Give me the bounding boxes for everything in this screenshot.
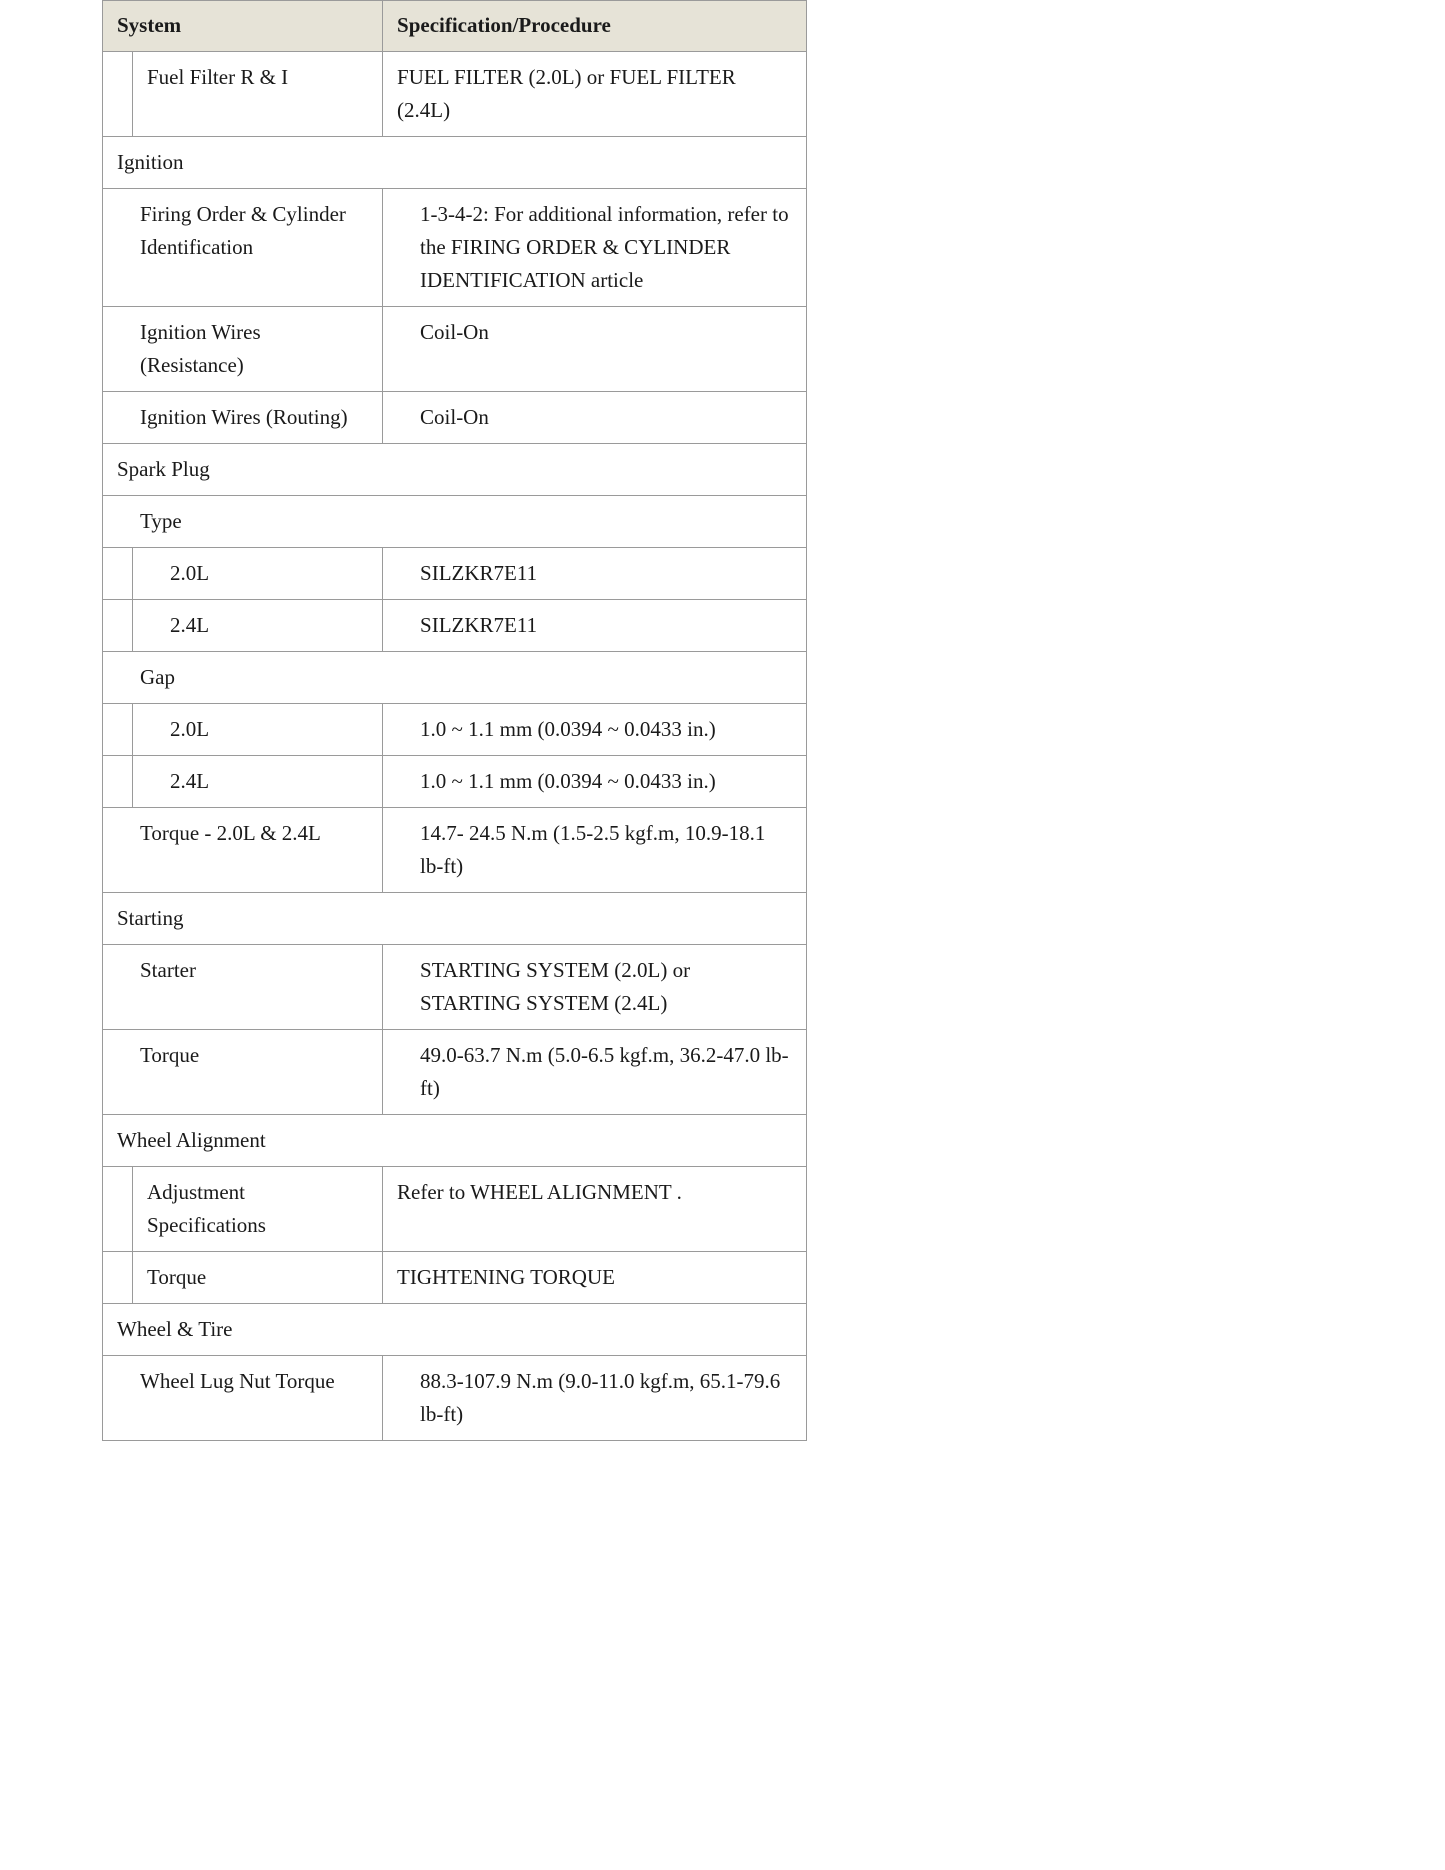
system-cell: Starter [103, 945, 383, 1030]
spec-cell: TIGHTENING TORQUE [383, 1252, 807, 1304]
system-cell: 2.4L [133, 756, 383, 808]
spec-cell: 1.0 ~ 1.1 mm (0.0394 ~ 0.0433 in.) [383, 704, 807, 756]
table-row [103, 392, 807, 444]
system-cell: Wheel Lug Nut Torque [103, 1356, 383, 1441]
table-row [103, 1030, 807, 1115]
indent-cell [103, 1252, 133, 1304]
system-cell: Torque [103, 1030, 383, 1115]
spec-cell: 49.0-63.7 N.m (5.0-6.5 kgf.m, 36.2-47.0 lb-ft) [383, 1030, 807, 1115]
subsection-row [103, 652, 807, 704]
section-row [103, 1304, 807, 1356]
table-row [103, 52, 807, 137]
spec-cell: 88.3-107.9 N.m (9.0-11.0 kgf.m, 65.1-79.6 lb-ft) [383, 1356, 807, 1441]
table-row [103, 1252, 807, 1304]
system-cell: Fuel Filter R & I [133, 52, 383, 137]
specification-table [102, 0, 807, 1441]
system-cell: 2.4L [133, 600, 383, 652]
table-row [103, 756, 807, 808]
section-heading-starting: Starting [103, 893, 807, 945]
section-heading-spark-plug: Spark Plug [103, 444, 807, 496]
spec-cell: Refer to WHEEL ALIGNMENT . [383, 1167, 807, 1252]
indent-cell [103, 756, 133, 808]
table-row [103, 600, 807, 652]
spec-cell: SILZKR7E11 [383, 600, 807, 652]
section-row [103, 1115, 807, 1167]
section-row [103, 893, 807, 945]
system-cell: Ignition Wires (Resistance) [103, 307, 383, 392]
indent-cell [103, 548, 133, 600]
indent-cell [103, 704, 133, 756]
table-row [103, 945, 807, 1030]
table-row [103, 307, 807, 392]
section-row [103, 137, 807, 189]
subsection-heading-type: Type [103, 496, 807, 548]
indent-cell [103, 600, 133, 652]
table-row [103, 189, 807, 307]
spec-cell: 1-3-4-2: For additional information, refer to the FIRING ORDER & CYLINDER IDENTIFICATION article [383, 189, 807, 307]
system-cell: 2.0L [133, 548, 383, 600]
table-row [103, 548, 807, 600]
spec-cell: SILZKR7E11 [383, 548, 807, 600]
section-heading-wheel-tire: Wheel & Tire [103, 1304, 807, 1356]
spec-cell: FUEL FILTER (2.0L) or FUEL FILTER (2.4L) [383, 52, 807, 137]
spec-cell: 1.0 ~ 1.1 mm (0.0394 ~ 0.0433 in.) [383, 756, 807, 808]
section-heading-wheel-alignment: Wheel Alignment [103, 1115, 807, 1167]
table-row [103, 1356, 807, 1441]
table-row [103, 704, 807, 756]
header-spec: Specification/Procedure [383, 1, 807, 52]
spec-cell: 14.7- 24.5 N.m (1.5-2.5 kgf.m, 10.9-18.1 lb-ft) [383, 808, 807, 893]
subsection-row [103, 496, 807, 548]
system-cell: Ignition Wires (Routing) [103, 392, 383, 444]
system-cell: Adjustment Specifications [133, 1167, 383, 1252]
system-cell: Torque [133, 1252, 383, 1304]
indent-cell [103, 1167, 133, 1252]
spec-cell: STARTING SYSTEM (2.0L) or STARTING SYSTEM (2.4L) [383, 945, 807, 1030]
spec-cell: Coil-On [383, 307, 807, 392]
section-row [103, 444, 807, 496]
subsection-heading-gap: Gap [103, 652, 807, 704]
table-row [103, 1167, 807, 1252]
spec-cell: Coil-On [383, 392, 807, 444]
system-cell: Torque - 2.0L & 2.4L [103, 808, 383, 893]
indent-cell [103, 52, 133, 137]
system-cell: Firing Order & Cylinder Identification [103, 189, 383, 307]
header-row [103, 1, 807, 52]
header-system: System [103, 1, 383, 52]
system-cell: 2.0L [133, 704, 383, 756]
table-row [103, 808, 807, 893]
section-heading-ignition: Ignition [103, 137, 807, 189]
